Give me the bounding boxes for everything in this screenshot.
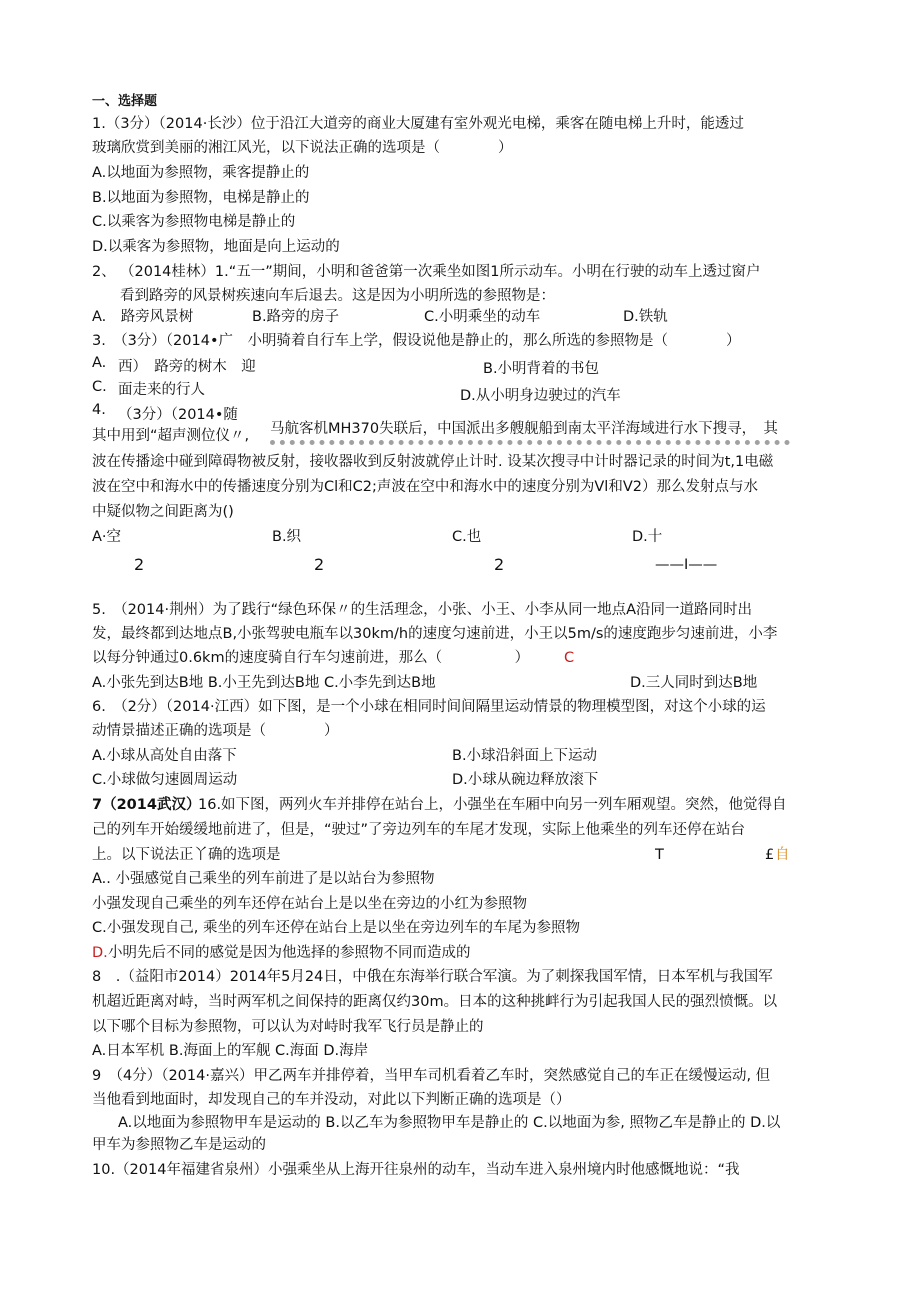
question-3-stem: 3. （3分）（2014•广 小明骑着自行车上学，假设说他是静止的，那么所选的参照物是（ ） xyxy=(92,333,741,349)
question-9-options-line-1: A.以地面为参照物甲车是运动的 B.以乙车为参照物甲车是静止的 C.以地面为参, 照物乙车是静止的 D.以 xyxy=(118,1115,781,1131)
question-4-obscured-line xyxy=(270,440,790,446)
question-9-stem-line-1: 9 （4分）（2014·嘉兴）甲乙两车并排停着，当甲车司机看着乙车时，突然感觉自己的车正在缓慢运动, 但 xyxy=(92,1068,771,1084)
question-3-option-b: B.小明背着的书包 xyxy=(483,361,600,377)
question-6-option-d: D.小球从碗边释放滚下 xyxy=(452,772,599,788)
question-5-option-d: D.三人同时到达B地 xyxy=(630,675,758,691)
question-6-option-b: B.小球沿斜面上下运动 xyxy=(452,748,598,764)
question-2-number: 2、 xyxy=(92,264,116,280)
question-9-options-line-2: 甲车为参照物乙车是运动的 xyxy=(92,1137,266,1153)
question-7-zi-mark: 自 xyxy=(775,847,790,863)
question-5-answer-mark: C xyxy=(564,650,575,666)
question-2-option-b: B.路旁的房子 xyxy=(252,309,340,325)
question-8-stem-line-3: 以下哪个目标为参照物，可以认为对峙时我军飞行员是静止的 xyxy=(92,1019,484,1035)
question-4-stem-line-1b: 马航客机MH370失联后，中国派出多艘舰船到南太平洋海域进行水下搜寻， 其 xyxy=(270,421,778,437)
question-1-option-d: D.以乘客为参照物，地面是向上运动的 xyxy=(92,239,340,255)
question-6-stem-line-2: 动情景描述正确的选项是（ ） xyxy=(92,723,339,739)
question-4-source: （3分）（2014•随 xyxy=(118,407,238,423)
question-8-stem-line-1: 8 .（益阳市2014）2014年5月24日，中俄在东海举行联合军演。为了刺探我国军情，日本军机与我国军 xyxy=(92,969,773,985)
question-6-option-c: C.小球做匀速圆周运动 xyxy=(92,772,238,788)
question-4-option-b-denominator: 2 xyxy=(314,555,325,574)
question-5-stem-line-3: 以每分钟通过0.6km的速度骑自行车匀速前进，那么（ ） xyxy=(92,650,530,666)
question-3-option-a-letter: A. xyxy=(92,355,107,371)
section-title: 一、选择题 xyxy=(92,94,158,109)
question-4-stem-line-2: 波在传播途中碰到障碍物被反射，接收器收到反射波就停止计时. 设某次搜寻中计时器记录的时间为t,1电磁 xyxy=(92,454,774,470)
question-6-option-a: A.小球从高处自由落下 xyxy=(92,748,237,764)
question-7-option-d: 小明先后不同的感觉是因为他选择的参照物不同而造成的 xyxy=(108,945,471,961)
question-1-option-b: B.以地面为参照物，电梯是静止的 xyxy=(92,190,310,206)
question-4-option-b: B.织 xyxy=(272,529,302,545)
question-1-stem-line-2: 玻璃欣赏到美丽的湘江风光，以下说法正确的选项是（ ） xyxy=(92,140,513,156)
question-4-stem-line-1a: 其中用到“超声测位仪〃, xyxy=(92,428,250,444)
question-7-number: 7（2014武汉） xyxy=(92,797,201,813)
question-7-pound-mark: £ xyxy=(765,847,775,863)
question-4-option-c-denominator: 2 xyxy=(494,555,505,574)
question-2-stem-line-1: （2014桂林）1.“五一”期间，小明和爸爸第一次乘坐如图1所示动车。小明在行驶的动车上透过窗户 xyxy=(120,264,761,280)
question-5-stem-line-2: 发，最终都到达地点B,小张驾驶电瓶车以30km/h的速度匀速前进，小王以5m/s的速度跑步匀速前进，小李 xyxy=(92,626,778,642)
question-5-stem-line-1: 5. （2014·荆州）为了践行“绿色环保〃的生活理念，小张、小王、小李从同一地点A沿同一道路同时出 xyxy=(92,602,753,618)
question-6-stem-line-1: 6. （2分）（2014·江西）如下图，是一个小球在相同时间间隔里运动情景的物理模型图，对这个小球的运 xyxy=(92,699,766,715)
question-7-t-mark: T xyxy=(655,847,664,863)
question-4-stem-line-3: 波在空中和海水中的传播速度分别为Cl和C2;声波在空中和海水中的速度分别为Vl和V2）那么发射点与水 xyxy=(92,479,758,495)
question-2-option-d: D.铁轨 xyxy=(623,309,668,325)
question-7-option-a: A.. 小强感觉自己乘坐的列车前进了是以站台为参照物 xyxy=(92,871,435,887)
question-4-option-d: D.十 xyxy=(632,529,663,545)
question-4-option-a-denominator: 2 xyxy=(134,555,145,574)
question-4-option-d-fraction: ——I—— xyxy=(655,557,718,573)
question-3-option-c-letter: C. xyxy=(92,379,107,395)
question-10-stem-line-1: 10.（2014年福建省泉州）小强乘坐从上海开往泉州的动车，当动车进入泉州境内时他感慨地说：“我 xyxy=(92,1162,740,1178)
question-7-option-c: C.小强发现自己, 乘坐的列车还停在站台上是以坐在旁边列车的车尾为参照物 xyxy=(92,920,580,936)
question-7-option-b: 小强发现自己乘坐的列车还停在站台上是以坐在旁边的小红为参照物 xyxy=(92,896,527,912)
question-1-option-c: C.以乘客为参照物电梯是静止的 xyxy=(92,214,296,230)
question-4-option-c: C.也 xyxy=(452,529,482,545)
question-4-stem-line-4: 中疑似物之间距离为() xyxy=(92,504,234,520)
question-7-stem-line-3: 上。以下说法正丫确的选项是 xyxy=(92,847,281,863)
question-4-option-a: A·空 xyxy=(92,529,122,545)
question-1-option-a: A.以地面为参照物，乘客提静止的 xyxy=(92,165,310,181)
question-4-number: 4. xyxy=(92,402,106,418)
question-7-stem-line-2: 己的列车开始缓缓地前进了，但是，“驶过”了旁边列车的车尾才发现，实际上他乘坐的列车还停在站台 xyxy=(92,822,746,838)
question-3-option-a: 西） 路旁的树木 迎 xyxy=(118,359,256,375)
question-2-option-a: A. 路旁风景树 xyxy=(92,309,194,325)
question-2-stem-line-2: 看到路旁的风景树疾速向车后退去。这是因为小明所选的参照物是： xyxy=(120,288,555,304)
question-9-stem-line-2: 当他看到地面时，却发现自己的车并没动，对此以下判断正确的选项是（） xyxy=(92,1092,571,1108)
question-2-option-c: C.小明乘坐的动车 xyxy=(424,309,541,325)
question-1-stem-line-1: 1.（3分）（2014·长沙）位于沿江大道旁的商业大厦建有室外观光电梯，乘客在随电梯上升时，能透过 xyxy=(92,116,744,132)
question-7-option-d-letter: D. xyxy=(92,945,108,961)
question-3-option-d: D.从小明身边驶过的汽车 xyxy=(460,388,621,404)
question-3-option-c: 面走来的行人 xyxy=(118,382,205,398)
question-5-options-abc: A.小张先到达B地 B.小王先到达B地 C.小李先到达B地 xyxy=(92,675,436,691)
question-8-options: A.日本军机 B.海面上的军舰 C.海面 D.海岸 xyxy=(92,1043,369,1059)
question-8-stem-line-2: 机超近距离对峙，当时两军机之间保持的距离仅约30m。日本的这种挑衅行为引起我国人民的强烈愤慨。以 xyxy=(92,994,778,1010)
question-7-stem-line-1: 16.如下图，两列火车并排停在站台上，小强坐在车厢中向另一列车厢观望。突然，他觉得自 xyxy=(198,797,787,813)
obscured-text-fragment xyxy=(270,440,790,445)
